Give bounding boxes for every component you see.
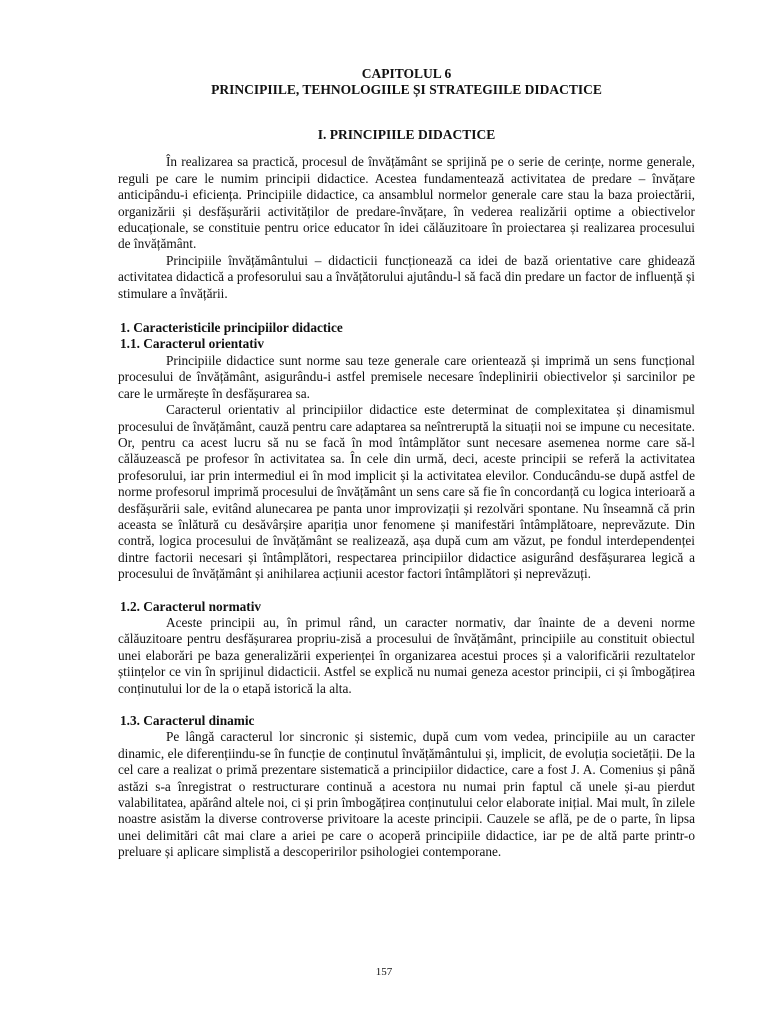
paragraph: Caracterul orientativ al principiilor didactice este determinat de complexitatea și dinamismul procesului de învățământ, cauză pentru care adaptarea sa neîntreruptă la situații noi se impune cu necesitate. Or, pentru ca acest lucru să nu se facă în mod întâmplător sunt necesare asemenea norme care să-l călăuzească pe profesor în activitatea sa. În cele din urmă, deci, aceste principii se referă la activitatea profesorului, iar prin intermediul ei în mod implicit și la activitatea elevilor. Conducându-se după astfel de norme profesorul imprimă procesului de învățământ un sens care să fie în concordanță cu logica interioară a desfășurării sale, evitând alunecarea pe panta unor improvizații și rezolvări spontane. Nu înseamnă că prin aceasta se înlătură cu desăvârșire apariția unor fenomene și manifestări întâmplătoare, neprevăzute. Din contră, logica procesului de învățământ se realizează, așa după cum am văzut, pe fondul interdependenței dintre factorii necesari și întâmplători, respectarea principiilor didactice asigurând desfășurarea legică a procesului de învățământ și anihilarea acțiunii acestor factori întâmplători și neprevăzuți.: [118, 402, 695, 582]
paragraph: Aceste principii au, în primul rând, un caracter normativ, dar înainte de a deveni norme călăuzitoare pentru desfășurarea propriu-zisă a procesului de învățământ, principiile au constituit obiectul unei elaborări pe baza generalizării experienței în organizarea acestui proces și a valorificării rezultatelor științelor ce vin în sprijinul didacticii. Astfel se explică nu numai geneza acestor principii, ci și îmbogățirea conținutului lor de la o etapă istorică la alta.: [118, 614, 695, 696]
heading-characteristics: 1. Caracteristicile principiilor didactice: [120, 320, 343, 336]
heading-orientativ: 1.1. Caracterul orientativ: [120, 336, 265, 352]
heading-normativ: 1.2. Caracterul normativ: [120, 598, 262, 614]
paragraph: În realizarea sa practică, procesul de învățământ se sprijină pe o serie de cerințe, norme generale, reguli pe care le numim principii didactice. Acestea fundamentează activitatea de predare – învățare anticipându-i eficiența. Principiile didactice, ca ansamblul normelor generale care stau la baza proiectării, organizării și desfășurării activităților de predare-învățare, în vederea realizării optime a obiectivelor educaționale, se constituie pentru orice educator în idei călăuzitoare în proiectarea și realizarea procesului de învățământ.: [118, 154, 695, 252]
heading-dinamic: 1.3. Caracterul dinamic: [120, 713, 255, 728]
paragraph: Principiile învățământului – didacticii funcționează ca idei de bază orientative care ghidează activitatea didactică a profesorului sau a învățătorului ajutându-l să facă din predare un factor de influență și stimulare a învățării.: [118, 252, 695, 301]
page-number: 157: [375, 966, 393, 978]
paragraph: Principiile didactice sunt norme sau teze generale care orientează și imprimă un sens funcțional procesului de învățământ, asigurându-i astfel premisele necesare îndeplinirii obiectivelor și sarcinilor pe care le urmărește în desfășurarea sa.: [118, 352, 695, 401]
paragraph: Pe lângă caracterul lor sincronic și sistemic, după cum vom vedea, principiile au un caracter dinamic, ele diferențiindu-se în funcție de conținutul învățământului și, implicit, de evoluția societății. De la cel care a realizat o primă prezentare sistematică a principiilor didactice, care a fost J. A. Comenius și până astăzi s-a înregistrat o restructurare continuă a acestora nu numai prin faptul că unele și-au pierdut valabilitatea, apărând altele noi, ci și prin îmbogățirea conținutului celor elaborate inițial. Mai mult, în zilele noastre asistăm la diverse controverse privitoare la aceste principii. Cauzele se află, pe de o parte, în lipsa unei delimitări cât mai clare a ariei pe care o acoperă principiile didactice, iar pe de altă parte printr-o preluare și aplicare simplistă a descoperirilor psihologiei contemporane.: [118, 729, 695, 860]
section-title: I. PRINCIPIILE DIDACTICE: [317, 127, 496, 142]
chapter-label: CAPITOLUL 6: [361, 66, 452, 81]
chapter-title: PRINCIPIILE, TEHNOLOGIILE ȘI STRATEGIILE DIDACTICE: [211, 82, 602, 97]
